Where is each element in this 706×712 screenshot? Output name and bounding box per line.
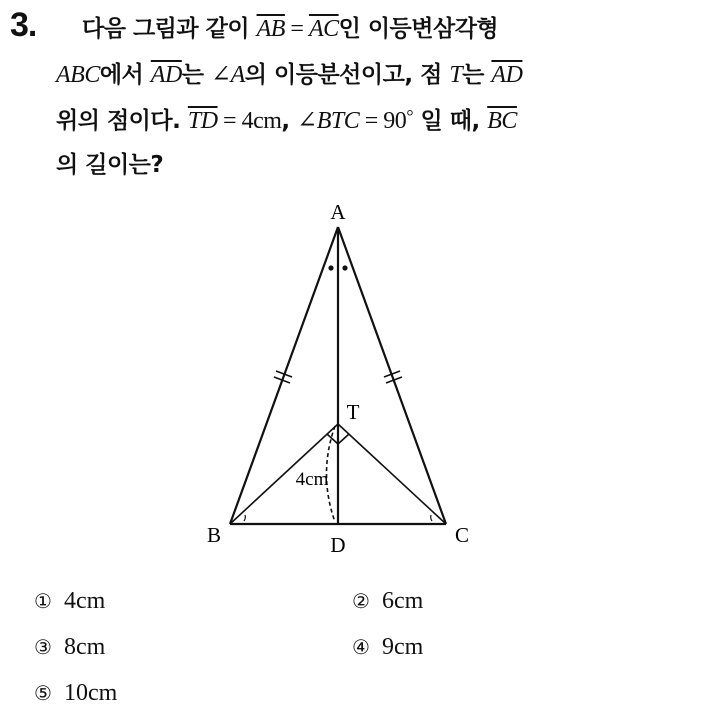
question-line-4: 의 길이는?: [56, 152, 164, 178]
choice-4[interactable]: [352, 634, 423, 661]
point-a: A: [230, 62, 245, 88]
choice-mark: ③: [34, 635, 52, 659]
choice-3[interactable]: [34, 634, 105, 661]
choice-text: 9cm: [381, 634, 424, 660]
angle-symbol: ∠: [297, 108, 317, 134]
triangle-abc: ABC: [56, 62, 100, 88]
segment-ct: [338, 424, 446, 524]
choice-2[interactable]: [352, 588, 423, 615]
choice-mark: ①: [34, 589, 52, 613]
choice-text: 4cm: [63, 588, 106, 614]
angle-dot-right: [342, 265, 347, 270]
segment-ab: $\overline{AB}$: [256, 16, 285, 42]
segment-ad: $\overline{AD}$: [491, 62, 523, 88]
question-number: 3.: [10, 6, 37, 44]
text: 는: [181, 62, 212, 88]
text: 위의 점이다.: [56, 108, 188, 134]
separator: ,: [281, 108, 298, 134]
angle-btc: BTC: [316, 108, 360, 134]
segment-ad: $\overline{AD}$: [150, 62, 182, 88]
choice-5[interactable]: [34, 680, 117, 707]
equals: =: [284, 16, 309, 42]
side-ac: [338, 227, 446, 524]
text: 일 때,: [413, 108, 488, 134]
label-t: T: [346, 400, 360, 424]
choice-mark: ④: [352, 635, 370, 659]
label-a: A: [330, 200, 346, 224]
label-b: B: [206, 523, 222, 547]
angle-dot-left: [328, 265, 333, 270]
angle-value: = 90: [359, 108, 407, 134]
segment-bc: $\overline{BC}$: [487, 108, 517, 134]
choice-1[interactable]: [34, 588, 105, 615]
angle-arc-b: [244, 515, 245, 521]
td-value: = 4cm: [217, 108, 282, 134]
label-length: 4cm: [295, 469, 329, 490]
choice-mark: ⑤: [34, 681, 52, 705]
text: 는: [462, 62, 492, 88]
choice-text: 8cm: [63, 634, 106, 660]
segment-ac: $\overline{AC}$: [308, 16, 339, 42]
text: 의 이등분선이고, 점: [244, 62, 450, 88]
label-c: C: [454, 523, 470, 547]
text: 다음 그림과 같이: [82, 16, 257, 42]
degree-symbol: °: [406, 106, 414, 126]
angle-arc-c: [431, 515, 432, 521]
segment-td: $\overline{TD}$: [187, 108, 218, 134]
label-d: D: [330, 533, 346, 557]
point-t: T: [449, 62, 463, 88]
choice-text: 10cm: [63, 680, 118, 706]
angle-symbol: ∠: [211, 62, 231, 88]
choice-text: 6cm: [381, 588, 424, 614]
choice-mark: ②: [352, 589, 370, 613]
text: 인 이등변삼각형: [338, 16, 499, 42]
text: 에서: [99, 62, 151, 88]
